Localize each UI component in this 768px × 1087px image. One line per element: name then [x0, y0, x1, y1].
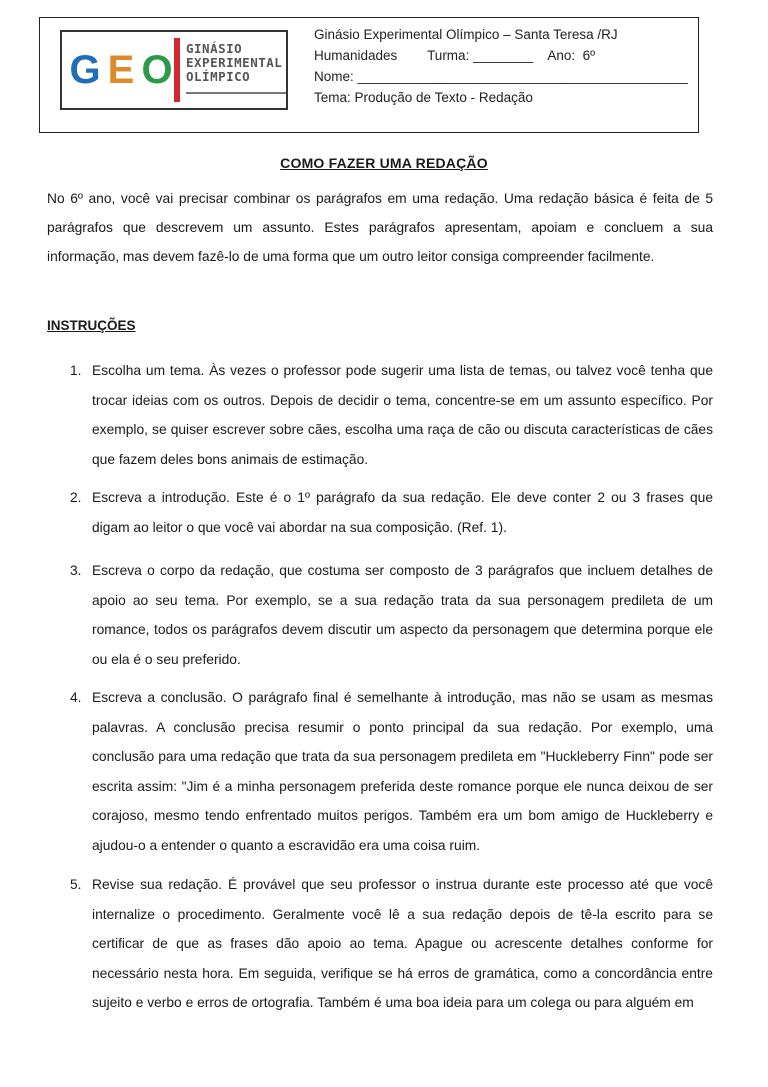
school-name: Ginásio Experimental Olímpico – Santa Teresa /RJ [314, 27, 618, 42]
logo-text-line: GINÁSIO [186, 41, 243, 56]
header-info [314, 24, 688, 108]
list-item-number: 5. [70, 877, 82, 892]
list-item-text: Revise sua redação. É provável que seu professor o instrua durante este processo até que você internalize o procedimento. Geralmente você lê a sua redação depois de tê-la escrito para se certificar de que as frases dão apoio ao tema. Apague ou acrescente detalhes conforme for necessário nesta hora. Em seguida, verifique se há erros de gramática, como a concordância entre sujeito e verbo e erros de ortografia. Também é uma boa ideia para um colega ou para alguém em [92, 877, 713, 1010]
intro-paragraph: No 6º ano, você vai precisar combinar os parágrafos em uma redação. Uma redação básica é feita de 5 parágrafos que descrevem um assunto. Estes parágrafos apresentam, apoiam e concluem a sua informação, mas devem fazê-lo de uma forma que um outro leitor consiga compreender facilmente. [47, 191, 713, 264]
subject-line: Humanidades Turma: ________ Ano: 6º [314, 48, 596, 63]
list-item-number: 1. [70, 363, 82, 378]
list-item-text: Escreva o corpo da redação, que costuma ser composto de 3 parágrafos que incluem detalhes de apoio ao seu tema. Por exemplo, se a sua redação trata da sua personagem predileta de um romance, todos os parágrafos devem discutir um aspecto da personagem que determina porque ele ou ela é o seu preferido. [92, 563, 713, 667]
name-line: Nome: ____________________________________________ [314, 69, 688, 84]
logo-letter-g: G [69, 48, 101, 92]
logo-divider-bar [174, 38, 180, 102]
document-title: COMO FAZER UMA REDAÇÃO [280, 155, 488, 171]
list-item-number: 2. [70, 490, 82, 505]
list-item [70, 556, 713, 674]
list-item-text: Escreva a introdução. Este é o 1º parágrafo da sua redação. Ele deve conter 2 ou 3 frases que digam ao leitor o que você vai abordar na sua composição. (Ref. 1). [92, 490, 713, 535]
logo-geo-letters [68, 38, 176, 102]
list-item-text: Escreva a conclusão. O parágrafo final é semelhante à introdução, mas não se usam as mesmas palavras. A conclusão precisa resumir o ponto principal da sua redação. Por exemplo, uma conclusão para uma redação que trata da sua personagem predileta em "Huckleberry Finn" pode ser escrita assim: "Jim é a minha personagem preferida deste romance porque ele nunca deixou de ser corajoso, mesmo tendo enfrentado muitos perigos. Também era um bom amigo de Huckleberry e ajudou-o a entender o quanto a escravidão era uma coisa ruim. [92, 690, 713, 853]
list-item-number: 4. [70, 690, 82, 705]
logo-letter-e: E [107, 48, 135, 92]
list-item [70, 356, 713, 474]
instructions-heading: INSTRUÇÕES [47, 318, 136, 333]
theme-line: Tema: Produção de Texto - Redação [314, 90, 533, 105]
logo-text [186, 42, 286, 84]
logo-underline [186, 92, 286, 94]
list-item [70, 870, 713, 1018]
list-item [70, 683, 713, 860]
header-box [39, 17, 699, 133]
logo-text-line: OLÍMPICO [186, 69, 251, 84]
list-item-number: 3. [70, 563, 82, 578]
list-item [70, 483, 713, 542]
logo-text-line: EXPERIMENTAL [186, 55, 283, 70]
logo-letter-o: O [141, 48, 173, 92]
school-logo [60, 30, 288, 110]
list-item-text: Escolha um tema. Às vezes o professor pode sugerir uma lista de temas, ou talvez você tenha que trocar ideias com os outros. Depois de decidir o tema, concentre-se em um assunto específico. Por exemplo, se quiser escrever sobre cães, escolha uma raça de cão ou discuta características de cães que fazem deles bons animais de estimação. [92, 363, 713, 467]
